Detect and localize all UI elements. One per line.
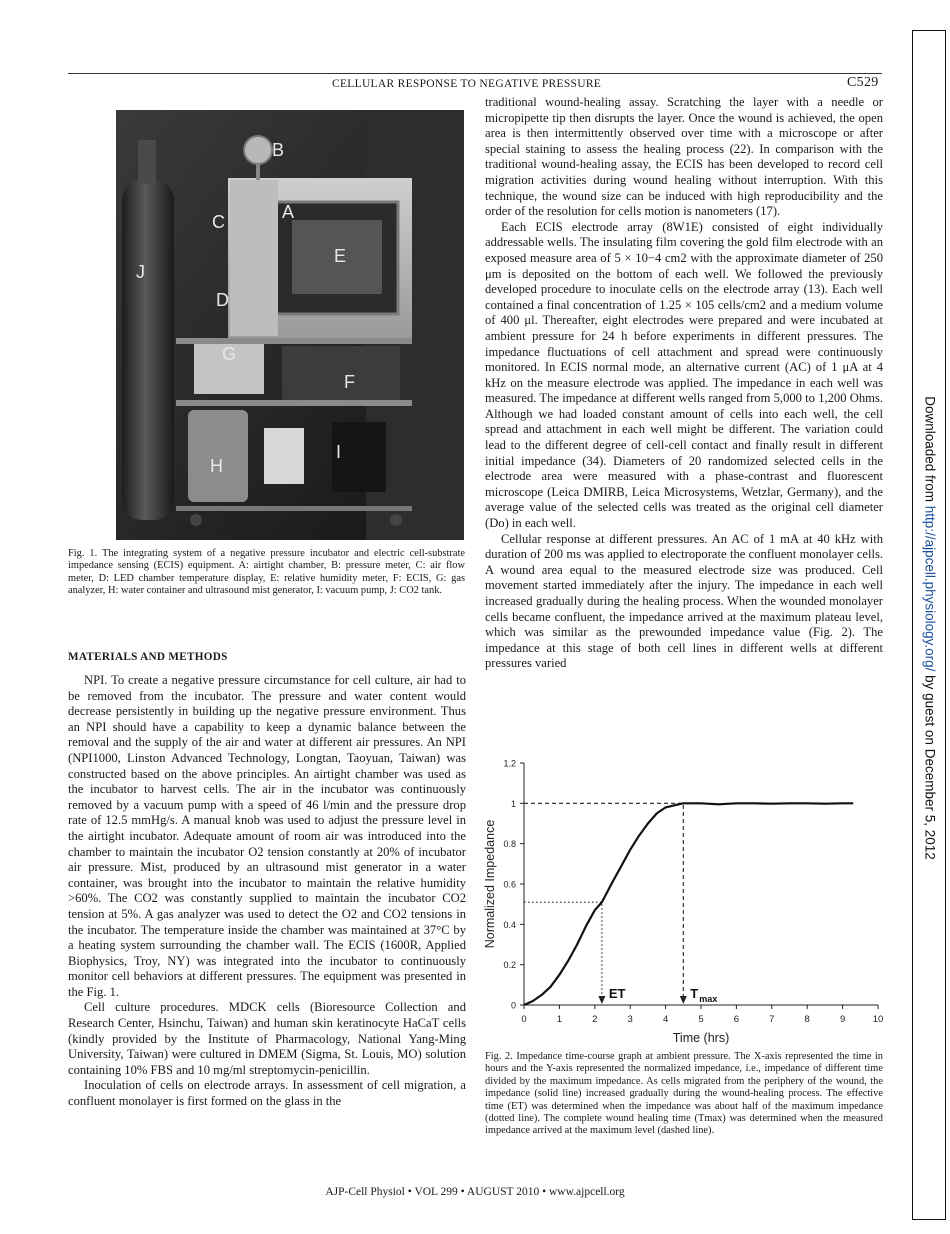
download-suffix: by guest on December 5, 2012 (922, 671, 938, 860)
page-footer: AJP-Cell Physiol • VOL 299 • AUGUST 2010 • www.ajpcell.org (325, 1186, 625, 1198)
running-title: CELLULAR RESPONSE TO NEGATIVE PRESSURE (332, 78, 602, 90)
x-tick-label: 0 (521, 1014, 527, 1025)
x-tick-label: 1 (556, 1014, 563, 1025)
y-axis-title: Normalized Impedance (483, 819, 497, 949)
photo-label-H: H (210, 456, 223, 476)
photo-label-D: D (216, 290, 229, 310)
download-link[interactable]: http://ajpcell.physiology.org/ (922, 505, 938, 672)
photo-label-B: B (272, 140, 285, 160)
y-tick-label: 0.2 (503, 960, 516, 971)
x-tick-label: 3 (627, 1014, 633, 1025)
tmax-arrowhead (680, 996, 687, 1004)
y-tick-label: 0 (510, 1000, 516, 1011)
figure-2-chart (480, 745, 890, 1045)
tmax-label: T (690, 986, 699, 1001)
y-tick-label: 0.6 (503, 879, 516, 890)
photo-label-F: F (344, 372, 355, 392)
equipment-photo-illustration (116, 110, 464, 540)
para-cellular-response: Cellular response at different pressures. An AC of 1 mA at 40 kHz with duration of 200 ms was applied to electroporate the confluent monolayer cells. A wound area equal to the measured electrode size was produced. Cell movement started immediately after the injury. The impedance in each well increased gradually during the healing process. When the wounded monolayer cells became confluent, the impedance arrived at the maximum plateau level, which was similar as the prewounded impedance value (Fig. 2). The impedance at this stage of both cell lines in different wells at different pressures varied (485, 531, 883, 671)
para-electrode-array: Each ECIS electrode array (8W1E) consisted of eight individually addressable wells. The insulating film covering the gold film electrode with an exposed measure area of 5 × 10−4 cm2 with the approximate diameter of 250 μm is deposited on the bottom of each well. We followed the previously developed procedure to inoculate cells on the electrode array (13). Each well contained a final concentration of 1.25 × 105 cells/cm2 and a medium volume of 400 μl. Thereafter, eight electrodes were prepared and were incubated at ambient pressure for 24 h before experiments in different pressures. The impedance fluctuations of cell attachment and spread were continuously monitored. In ECIS normal mode, an alternative current (AC) of 1 μA at 4 kHz on the measure electrode was applied. The impedance in each well was measured. The impedance at different wells ranged from 5,000 to 1,200 Ohms. Although we had loaded constant amount of cells into each well, the cell spread and attachment in each well might be different. The variation could lead to the different degree of cell-cell contact and finally result in different initial impedance (34). Diameters of 20 randomized selected cells in the electrode area were measured with a phase-contrast and fluorescent microscope (Leica DMIRB, Leica Microsystems, Wetzlar, Germany), and the average value of the selected cells was treated as the original cell diameter (Do) in each well. (485, 219, 883, 531)
x-axis-title: Time (hrs) (672, 1031, 730, 1045)
x-tick-label: 8 (804, 1014, 810, 1025)
y-tick-label: 1 (510, 798, 516, 809)
figure-2-caption: Fig. 2. Impedance time-course graph at ambient pressure. The X-axis represented the time in hours and the Y-axis represented the normalized impedance, i.e., impedance of different time divided by the maximum impedance. As cells migrated from the periphery of the wound, the impedance (solid line) increased gradually during the wound-healing process. The effective time (ET) was determined when the impedance was about half of the maximum impedance (dotted line). The complete wound healing time (Tmax) was determined when the measured impedance arrived at the maximum level (dashed line). (485, 1051, 883, 1137)
para-inoculation: Inoculation of cells on electrode arrays. In assessment of cell migration, a confluent monolayer is first formed on the glass in the (68, 1078, 466, 1109)
para-cell-culture: Cell culture procedures. MDCK cells (Bioresource Collection and Research Center, Hsinchu, Taiwan) and human skin keratinocyte HaCaT cells (kindly provided by the Institute of Pharmacology, National Yang-Ming University, Taiwan) were cultured in DMEM (Sigma, St. Louis, MO) solution containing 10% FBS and 10 mg/ml streptomycin-penicillin. (68, 1000, 466, 1077)
download-banner (923, 396, 938, 860)
photo-label-E: E (334, 246, 347, 266)
photo-label-C: C (212, 212, 225, 232)
figure-1-caption: Fig. 1. The integrating system of a negative pressure incubator and electric cell-substrate impedance sensing (ECIS) equipment. A: airtight chamber, B: pressure meter, C: air flow meter, D: LED chamber temperature display, E: relative humidity meter, F: ECIS, G: gas analyzer, H: water container and ultrasound mist generator, I: vacuum pump, J: CO2 tank. (68, 548, 465, 597)
x-tick-label: 9 (839, 1014, 846, 1025)
x-tick-label: 10 (872, 1014, 884, 1025)
x-tick-label: 5 (698, 1014, 704, 1025)
photo-label-J: J (136, 262, 145, 282)
figure-1-photo (116, 110, 464, 540)
para-npi: NPI. To create a negative pressure circumstance for cell culture, air had to be removed from the incubator. The pressure and water content would decrease persistently in building up the negative pressure environment. Thus an NPI should have a capability to keep a dynamic balance between the removal and the supply of the air and water at different air pressures. An NPI (NPI1000, Linston Advanced Technology, Longtan, Taoyuan, Taiwan) was constructed based on the above principles. An airtight chamber was used as the incubator to harvest cells. The air in the incubator was continuously removed by a vacuum pump with a speed of 46 l/min and the pressure drop rate of 12.5 mmHg/s. A manual knob was used to adjust the pressure level in the airtight incubator. Adequate amount of room air was introduced into the chamber to maintain the incubator O2 tension constantly at 20% of incubator air pressure. Mist, produced by an ultrasound mist generator in a water container, was brought into the incubator to maintain the relative humidity >60%. The CO2 was constantly supplied to maintain the incubator CO2 tension at 5%. A gas analyzer was used to detect the O2 and CO2 tensions in the incubator. The temperature inside the chamber was maintained at 37°C by a heating system surrounding the chamber wall. The ECIS (1600R, Applied Biophysics, Troy, NY) was integrated into the incubator to continuously monitor cell behaviors at different pressures. The equipment was presented in the Fig. 1. (68, 673, 466, 999)
et-label: ET (608, 986, 626, 1001)
x-tick-label: 7 (769, 1014, 775, 1025)
right-column-body (485, 95, 883, 672)
photo-label-A: A (282, 202, 295, 222)
header-rule (68, 73, 882, 74)
tmax-subscript: max (699, 994, 718, 1004)
impedance-curve (524, 803, 853, 1005)
x-tick-label: 2 (592, 1014, 598, 1025)
section-heading-methods: MATERIALS AND METHODS (68, 651, 228, 663)
download-prefix: Downloaded from (922, 396, 938, 506)
y-tick-label: 0.4 (503, 919, 516, 930)
para-wound-assay: traditional wound-healing assay. Scratching the layer with a needle or micropipette tip then disrupts the layer. Once the wound is achieved, the open area is then intermittently observed over time with a microscope or after special staining to assess the healing process (22). In comparison with the traditional wound-healing assay, the ECIS has been developed to record cell migration activities during wound healing without interruption. With this technique, the wound size can be induced with high reproducibility and the order of the resolution for cells motion is nanometers (17). (485, 95, 883, 219)
photo-label-G: G (222, 344, 237, 364)
et-arrowhead (598, 996, 605, 1004)
left-column-body (68, 673, 466, 1110)
x-tick-label: 6 (733, 1014, 740, 1025)
y-tick-label: 1.2 (503, 758, 516, 769)
photo-label-I: I (336, 442, 342, 462)
page-number: C529 (847, 75, 879, 90)
y-tick-label: 0.8 (503, 839, 516, 850)
x-tick-label: 4 (662, 1014, 669, 1025)
